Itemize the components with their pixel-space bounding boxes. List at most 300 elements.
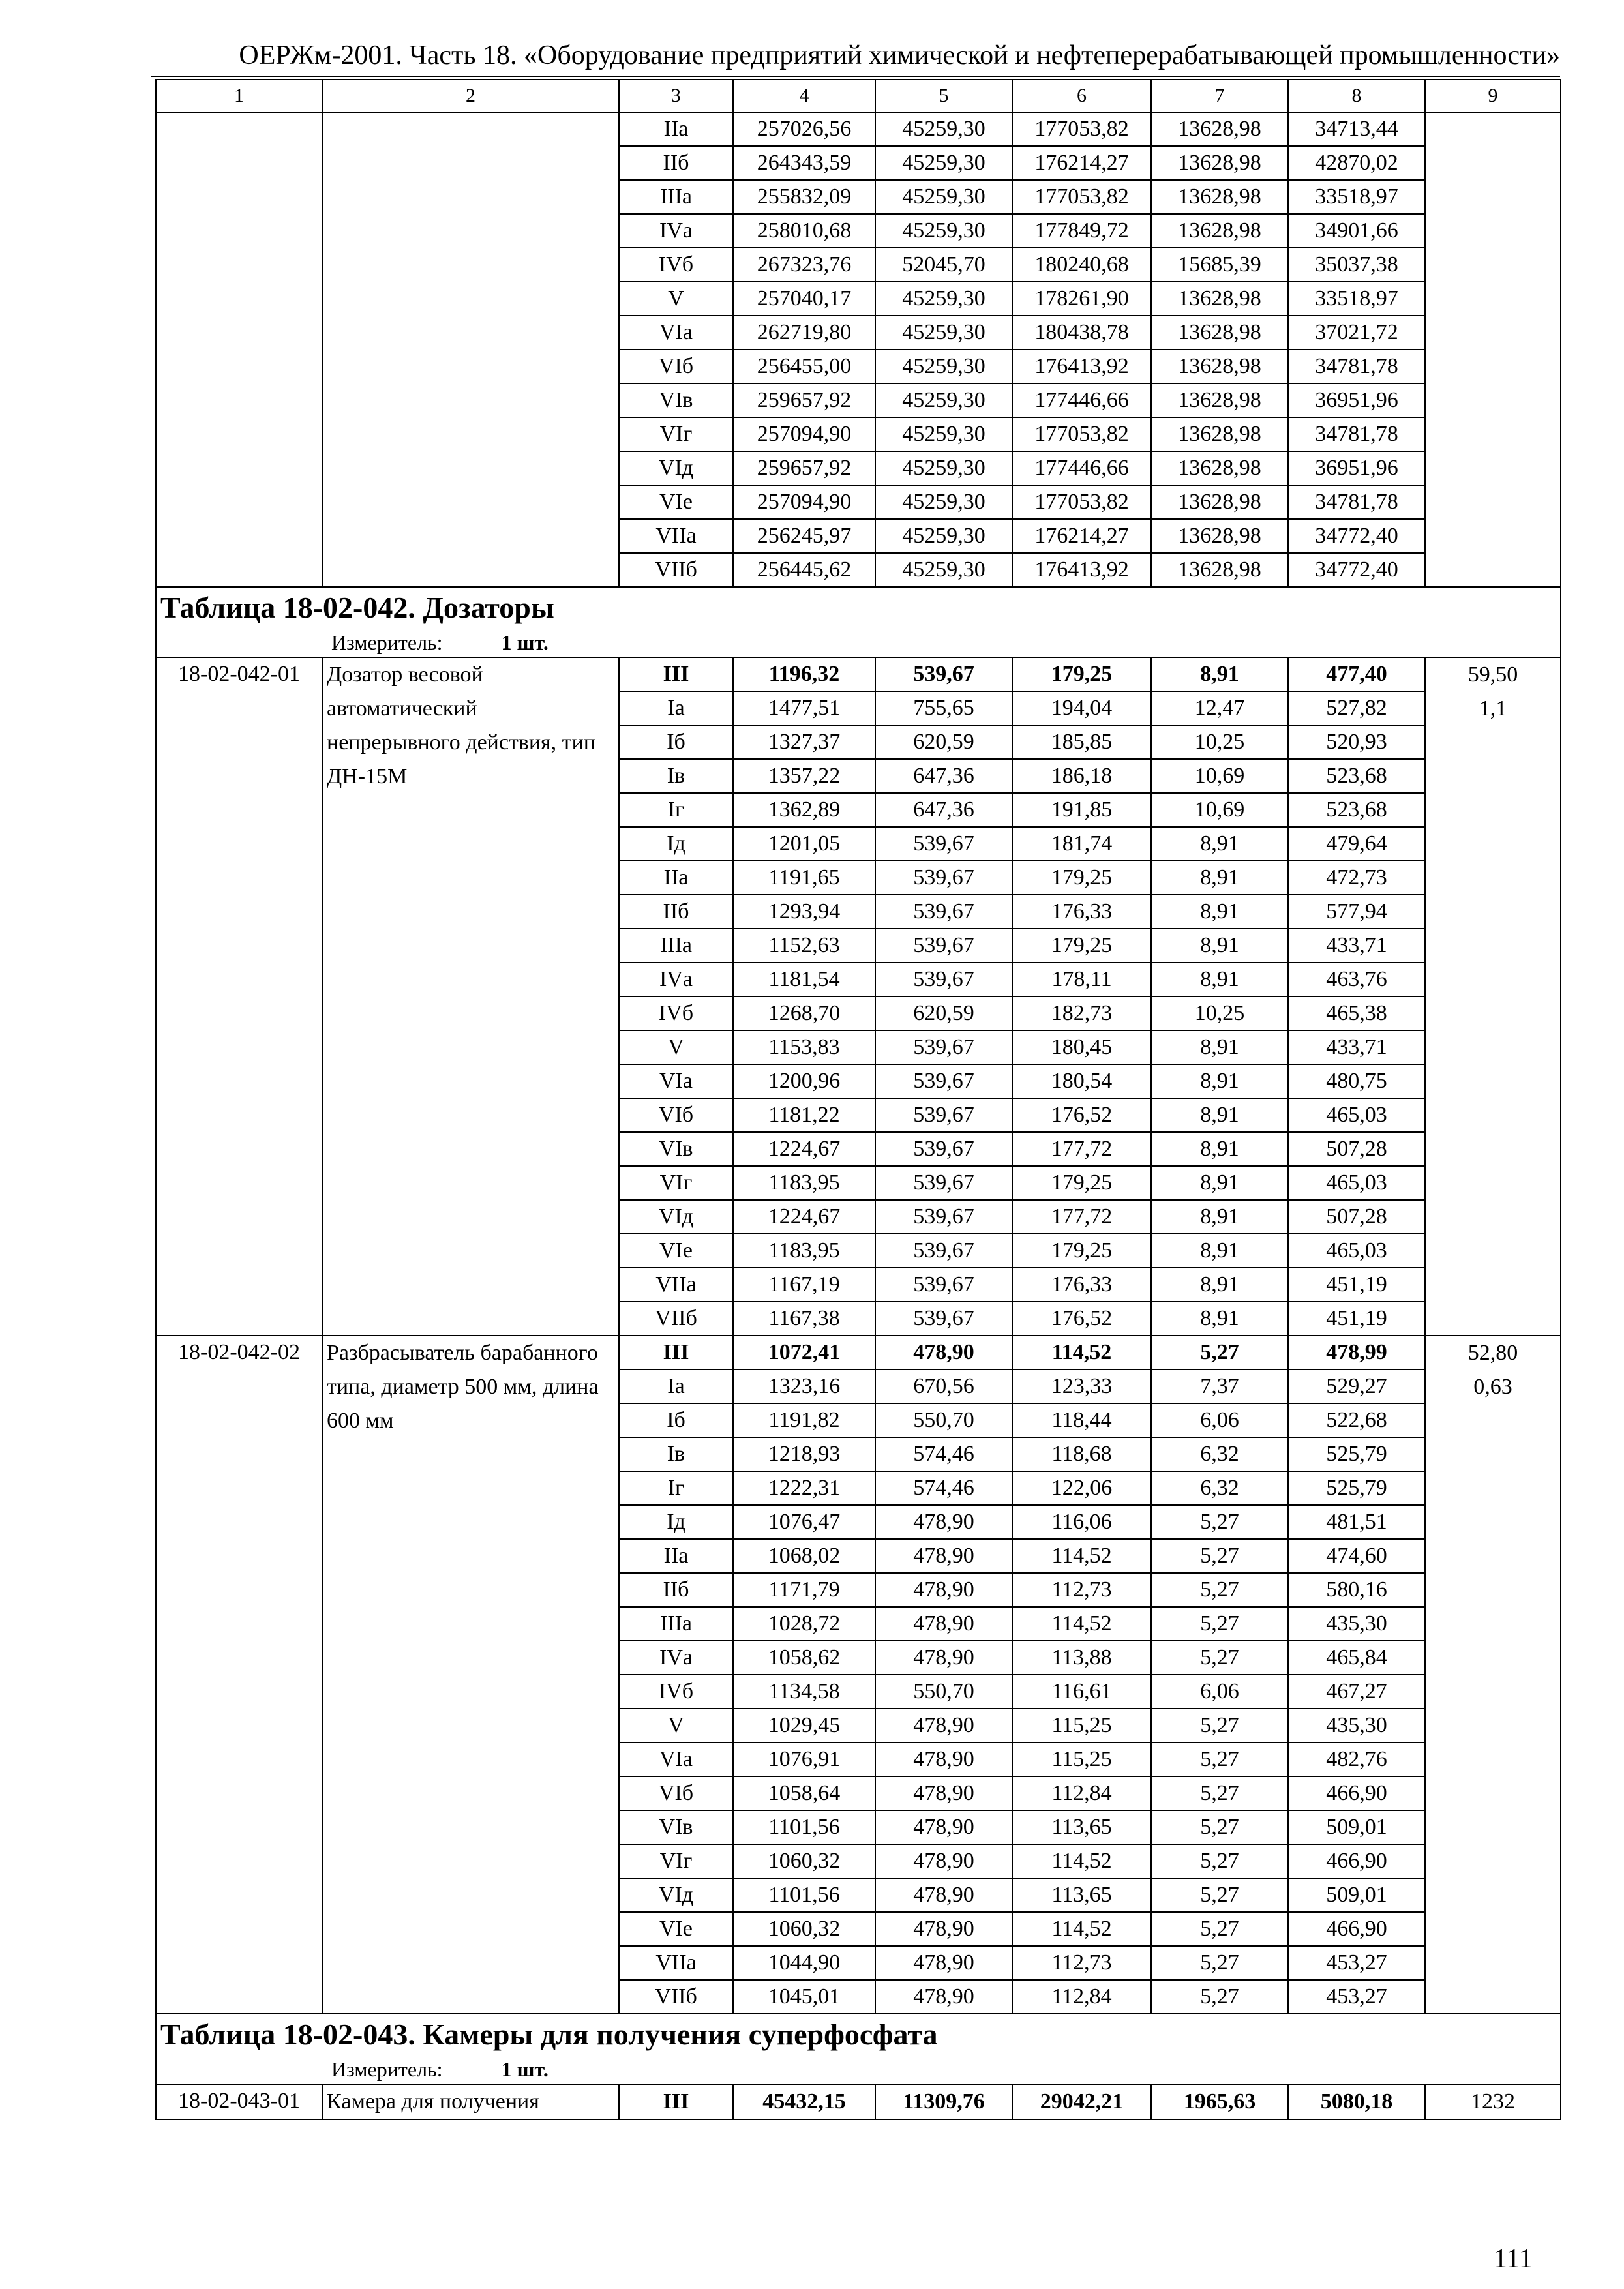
value-cell: 1357,22 bbox=[733, 759, 875, 793]
value-cell: 1068,02 bbox=[733, 1539, 875, 1573]
value-cell: 45259,30 bbox=[875, 553, 1012, 587]
measure-value: 1 шт. bbox=[501, 631, 549, 654]
value-cell: 116,06 bbox=[1012, 1505, 1151, 1539]
value-cell: 34713,44 bbox=[1288, 112, 1425, 146]
value-cell: 1218,93 bbox=[733, 1437, 875, 1471]
value-cell: 5,27 bbox=[1151, 1539, 1288, 1573]
zone-cell: Iг bbox=[619, 793, 733, 827]
value-cell: 539,67 bbox=[875, 1200, 1012, 1234]
value-cell: 13628,98 bbox=[1151, 553, 1288, 587]
zone-cell: VIг bbox=[619, 1166, 733, 1200]
value-cell: 5,27 bbox=[1151, 1336, 1288, 1369]
value-cell: 177446,66 bbox=[1012, 383, 1151, 417]
zone-cell: VIIб bbox=[619, 553, 733, 587]
value-cell: 8,91 bbox=[1151, 1200, 1288, 1234]
value-cell: 8,91 bbox=[1151, 657, 1288, 691]
value-cell: 13628,98 bbox=[1151, 383, 1288, 417]
table-title-row bbox=[156, 2014, 1561, 2055]
value-cell: 1181,54 bbox=[733, 963, 875, 996]
value-cell: 33518,97 bbox=[1288, 180, 1425, 214]
zone-cell: IIIа bbox=[619, 180, 733, 214]
zone-cell: Iб bbox=[619, 725, 733, 759]
value-cell: 257094,90 bbox=[733, 417, 875, 451]
value-cell: 480,75 bbox=[1288, 1064, 1425, 1098]
value-cell: 5,27 bbox=[1151, 1641, 1288, 1675]
zone-cell: VIе bbox=[619, 485, 733, 519]
value-cell: 259657,92 bbox=[733, 451, 875, 485]
value-cell: 115,25 bbox=[1012, 1709, 1151, 1743]
zone-cell: Iб bbox=[619, 1403, 733, 1437]
value-cell: 13628,98 bbox=[1151, 519, 1288, 553]
value-cell: 539,67 bbox=[875, 1030, 1012, 1064]
value-cell: 5,27 bbox=[1151, 1505, 1288, 1539]
value-cell: 1224,67 bbox=[733, 1132, 875, 1166]
zone-cell: IIIа bbox=[619, 1607, 733, 1641]
value-cell: 1196,32 bbox=[733, 657, 875, 691]
value-cell: 478,90 bbox=[875, 1980, 1012, 2014]
value-cell: 1134,58 bbox=[733, 1675, 875, 1709]
value-cell: 1327,37 bbox=[733, 725, 875, 759]
zone-cell: VIв bbox=[619, 1132, 733, 1166]
value-cell: 6,32 bbox=[1151, 1437, 1288, 1471]
value-cell: 186,18 bbox=[1012, 759, 1151, 793]
value-cell: 10,25 bbox=[1151, 725, 1288, 759]
value-cell: 451,19 bbox=[1288, 1302, 1425, 1336]
value-cell: 255832,09 bbox=[733, 180, 875, 214]
value-cell: 258010,68 bbox=[733, 214, 875, 248]
value-cell: 185,85 bbox=[1012, 725, 1151, 759]
value-cell: 8,91 bbox=[1151, 1234, 1288, 1268]
zone-cell: III bbox=[619, 657, 733, 691]
value-cell: 7,37 bbox=[1151, 1369, 1288, 1403]
value-cell: 52045,70 bbox=[875, 248, 1012, 282]
value-cell: 113,65 bbox=[1012, 1810, 1151, 1844]
value-cell: 529,27 bbox=[1288, 1369, 1425, 1403]
value-cell: 33518,97 bbox=[1288, 282, 1425, 316]
value-cell: 507,28 bbox=[1288, 1200, 1425, 1234]
zone-cell: IIб bbox=[619, 895, 733, 929]
zone-cell: VIг bbox=[619, 1844, 733, 1878]
value-cell: 178261,90 bbox=[1012, 282, 1151, 316]
value-cell: 112,84 bbox=[1012, 1980, 1151, 2014]
value-cell: 13628,98 bbox=[1151, 417, 1288, 451]
zone-cell: VIг bbox=[619, 417, 733, 451]
value-cell: 1200,96 bbox=[733, 1064, 875, 1098]
value-cell: 451,19 bbox=[1288, 1268, 1425, 1302]
value-cell: 5,27 bbox=[1151, 1946, 1288, 1980]
value-cell: 112,73 bbox=[1012, 1946, 1151, 1980]
value-cell: 13628,98 bbox=[1151, 146, 1288, 180]
zone-cell: VIIа bbox=[619, 1268, 733, 1302]
value-cell: 191,85 bbox=[1012, 793, 1151, 827]
table-row bbox=[156, 2084, 1561, 2119]
value-cell: 182,73 bbox=[1012, 996, 1151, 1030]
value-cell: 466,90 bbox=[1288, 1844, 1425, 1878]
value-cell: 13628,98 bbox=[1151, 180, 1288, 214]
value-cell: 11309,76 bbox=[875, 2084, 1012, 2119]
value-cell: 520,93 bbox=[1288, 725, 1425, 759]
value-cell: 112,73 bbox=[1012, 1573, 1151, 1607]
value-cell: 122,06 bbox=[1012, 1471, 1151, 1505]
column-number: 4 bbox=[733, 80, 875, 112]
zone-cell: Iа bbox=[619, 1369, 733, 1403]
value-cell: 256445,62 bbox=[733, 553, 875, 587]
column-number: 5 bbox=[875, 80, 1012, 112]
value-cell: 8,91 bbox=[1151, 861, 1288, 895]
value-cell: 34772,40 bbox=[1288, 519, 1425, 553]
mass-value: 0,63 bbox=[1473, 1375, 1512, 1399]
value-cell: 525,79 bbox=[1288, 1471, 1425, 1505]
value-cell: 34781,78 bbox=[1288, 417, 1425, 451]
value-cell: 1222,31 bbox=[733, 1471, 875, 1505]
value-cell: 6,32 bbox=[1151, 1471, 1288, 1505]
value-cell: 177053,82 bbox=[1012, 112, 1151, 146]
value-cell: 5,27 bbox=[1151, 1844, 1288, 1878]
value-cell: 472,73 bbox=[1288, 861, 1425, 895]
table-row bbox=[156, 1336, 1561, 1369]
value-cell: 13628,98 bbox=[1151, 112, 1288, 146]
value-cell: 114,52 bbox=[1012, 1844, 1151, 1878]
value-cell: 1076,47 bbox=[733, 1505, 875, 1539]
value-cell: 10,25 bbox=[1151, 996, 1288, 1030]
zone-cell: VIв bbox=[619, 1810, 733, 1844]
zone-cell: VIIа bbox=[619, 1946, 733, 1980]
zone-cell: IVа bbox=[619, 963, 733, 996]
measure-value: 1 шт. bbox=[501, 2057, 549, 2081]
value-cell: 1028,72 bbox=[733, 1607, 875, 1641]
value-cell: 539,67 bbox=[875, 929, 1012, 963]
value-cell: 256455,00 bbox=[733, 350, 875, 383]
value-cell: 45259,30 bbox=[875, 316, 1012, 350]
value-cell: 179,25 bbox=[1012, 1234, 1151, 1268]
value-cell: 116,61 bbox=[1012, 1675, 1151, 1709]
value-cell: 42870,02 bbox=[1288, 146, 1425, 180]
value-cell: 8,91 bbox=[1151, 1064, 1288, 1098]
zone-cell: Iв bbox=[619, 1437, 733, 1471]
value-cell: 527,82 bbox=[1288, 691, 1425, 725]
measure-cell bbox=[156, 628, 1561, 657]
value-cell: 550,70 bbox=[875, 1675, 1012, 1709]
value-cell: 1201,05 bbox=[733, 827, 875, 861]
value-cell: 539,67 bbox=[875, 657, 1012, 691]
value-cell: 1058,64 bbox=[733, 1776, 875, 1810]
value-cell: 8,91 bbox=[1151, 1030, 1288, 1064]
value-cell: 478,90 bbox=[875, 1336, 1012, 1369]
zone-cell: VIе bbox=[619, 1234, 733, 1268]
value-cell: 257094,90 bbox=[733, 485, 875, 519]
name-cell bbox=[322, 112, 619, 587]
value-cell: 45259,30 bbox=[875, 350, 1012, 383]
value-cell: 114,52 bbox=[1012, 1912, 1151, 1946]
value-cell: 118,44 bbox=[1012, 1403, 1151, 1437]
value-cell: 115,25 bbox=[1012, 1743, 1151, 1776]
value-cell: 482,76 bbox=[1288, 1743, 1425, 1776]
value-cell: 177,72 bbox=[1012, 1200, 1151, 1234]
value-cell: 478,90 bbox=[875, 1709, 1012, 1743]
code-cell bbox=[156, 112, 322, 587]
zone-cell: Iд bbox=[619, 827, 733, 861]
value-cell: 509,01 bbox=[1288, 1878, 1425, 1912]
value-cell: 8,91 bbox=[1151, 827, 1288, 861]
value-cell: 114,52 bbox=[1012, 1607, 1151, 1641]
value-cell: 1060,32 bbox=[733, 1912, 875, 1946]
value-cell: 177053,82 bbox=[1012, 180, 1151, 214]
measure-label: Измеритель: bbox=[331, 631, 443, 654]
value-cell: 176413,92 bbox=[1012, 350, 1151, 383]
value-cell: 478,90 bbox=[875, 1641, 1012, 1675]
zone-cell: III bbox=[619, 1336, 733, 1369]
column-number: 2 bbox=[322, 80, 619, 112]
value-cell: 13628,98 bbox=[1151, 350, 1288, 383]
value-cell: 34772,40 bbox=[1288, 553, 1425, 587]
zone-cell: V bbox=[619, 1030, 733, 1064]
table-title: Таблица 18-02-043. Камеры для получения суперфосфата bbox=[156, 2014, 1561, 2055]
value-cell: 10,69 bbox=[1151, 759, 1288, 793]
labor-cost: 59,50 bbox=[1467, 663, 1518, 687]
value-cell: 29042,21 bbox=[1012, 2084, 1151, 2119]
value-cell: 478,90 bbox=[875, 1844, 1012, 1878]
value-cell: 1191,82 bbox=[733, 1403, 875, 1437]
value-cell: 5,27 bbox=[1151, 1709, 1288, 1743]
value-cell: 5,27 bbox=[1151, 1743, 1288, 1776]
value-cell: 478,90 bbox=[875, 1776, 1012, 1810]
value-cell: 179,25 bbox=[1012, 929, 1151, 963]
value-cell: 8,91 bbox=[1151, 1302, 1288, 1336]
value-cell: 647,36 bbox=[875, 759, 1012, 793]
value-cell: 525,79 bbox=[1288, 1437, 1425, 1471]
value-cell: 620,59 bbox=[875, 996, 1012, 1030]
zone-cell: IVа bbox=[619, 214, 733, 248]
table-row bbox=[156, 112, 1561, 146]
value-cell: 176413,92 bbox=[1012, 553, 1151, 587]
value-cell: 12,47 bbox=[1151, 691, 1288, 725]
page-header: ОЕРЖм-2001. Часть 18. «Оборудование предприятий химической и нефтеперерабатывающей промышленности» bbox=[151, 34, 1560, 77]
value-cell: 257040,17 bbox=[733, 282, 875, 316]
value-cell: 477,40 bbox=[1288, 657, 1425, 691]
value-cell: 176,52 bbox=[1012, 1098, 1151, 1132]
value-cell: 176,33 bbox=[1012, 1268, 1151, 1302]
value-cell: 13628,98 bbox=[1151, 282, 1288, 316]
value-cell: 8,91 bbox=[1151, 1268, 1288, 1302]
value-cell: 577,94 bbox=[1288, 895, 1425, 929]
column-number: 8 bbox=[1288, 80, 1425, 112]
code-cell: 18-02-042-01 bbox=[156, 657, 322, 1336]
mass-value: 1,1 bbox=[1479, 696, 1507, 721]
value-cell: 478,90 bbox=[875, 1573, 1012, 1607]
value-cell: 539,67 bbox=[875, 1098, 1012, 1132]
labor-cost: 52,80 bbox=[1467, 1341, 1518, 1365]
value-cell: 177446,66 bbox=[1012, 451, 1151, 485]
zone-cell: V bbox=[619, 1709, 733, 1743]
value-cell: 1268,70 bbox=[733, 996, 875, 1030]
value-cell: 264343,59 bbox=[733, 146, 875, 180]
value-cell: 177053,82 bbox=[1012, 417, 1151, 451]
value-cell: 36951,96 bbox=[1288, 383, 1425, 417]
value-cell: 45259,30 bbox=[875, 180, 1012, 214]
value-cell: 466,90 bbox=[1288, 1912, 1425, 1946]
code-cell: 18-02-042-02 bbox=[156, 1336, 322, 2014]
value-cell: 478,90 bbox=[875, 1539, 1012, 1573]
labor-cost: 1232 bbox=[1471, 2089, 1515, 2114]
value-cell: 1183,95 bbox=[733, 1234, 875, 1268]
value-cell: 550,70 bbox=[875, 1403, 1012, 1437]
value-cell: 523,68 bbox=[1288, 759, 1425, 793]
zone-cell: VIб bbox=[619, 1098, 733, 1132]
value-cell: 539,67 bbox=[875, 1132, 1012, 1166]
value-cell: 465,03 bbox=[1288, 1098, 1425, 1132]
column-number: 9 bbox=[1425, 80, 1561, 112]
zone-cell: VIб bbox=[619, 1776, 733, 1810]
value-cell: 8,91 bbox=[1151, 895, 1288, 929]
value-cell: 257026,56 bbox=[733, 112, 875, 146]
value-cell: 114,52 bbox=[1012, 1336, 1151, 1369]
value-cell: 267323,76 bbox=[733, 248, 875, 282]
value-cell: 1477,51 bbox=[733, 691, 875, 725]
zone-cell: IIа bbox=[619, 112, 733, 146]
column-number: 1 bbox=[156, 80, 322, 112]
zone-cell: IIа bbox=[619, 861, 733, 895]
value-cell: 45259,30 bbox=[875, 451, 1012, 485]
value-cell: 37021,72 bbox=[1288, 316, 1425, 350]
value-cell: 180240,68 bbox=[1012, 248, 1151, 282]
measure-row bbox=[156, 2055, 1561, 2084]
value-cell: 118,68 bbox=[1012, 1437, 1151, 1471]
value-cell: 1072,41 bbox=[733, 1336, 875, 1369]
value-cell: 179,25 bbox=[1012, 1166, 1151, 1200]
value-cell: 256245,97 bbox=[733, 519, 875, 553]
value-cell: 179,25 bbox=[1012, 861, 1151, 895]
name-cell: Камера для получения bbox=[322, 2084, 619, 2119]
value-cell: 262719,80 bbox=[733, 316, 875, 350]
value-cell: 478,99 bbox=[1288, 1336, 1425, 1369]
column-number: 3 bbox=[619, 80, 733, 112]
value-cell: 467,27 bbox=[1288, 1675, 1425, 1709]
zone-cell: Iв bbox=[619, 759, 733, 793]
value-cell: 13628,98 bbox=[1151, 316, 1288, 350]
zone-cell: VIа bbox=[619, 316, 733, 350]
value-cell: 114,52 bbox=[1012, 1539, 1151, 1573]
col9-cell bbox=[1425, 2084, 1561, 2119]
value-cell: 6,06 bbox=[1151, 1403, 1288, 1437]
value-cell: 5,27 bbox=[1151, 1810, 1288, 1844]
value-cell: 113,65 bbox=[1012, 1878, 1151, 1912]
zone-cell: IIб bbox=[619, 1573, 733, 1607]
value-cell: 453,27 bbox=[1288, 1946, 1425, 1980]
value-cell: 45259,30 bbox=[875, 417, 1012, 451]
value-cell: 539,67 bbox=[875, 827, 1012, 861]
table-title: Таблица 18-02-042. Дозаторы bbox=[156, 587, 1561, 628]
value-cell: 522,68 bbox=[1288, 1403, 1425, 1437]
value-cell: 1058,62 bbox=[733, 1641, 875, 1675]
value-cell: 178,11 bbox=[1012, 963, 1151, 996]
value-cell: 474,60 bbox=[1288, 1539, 1425, 1573]
value-cell: 179,25 bbox=[1012, 657, 1151, 691]
value-cell: 465,03 bbox=[1288, 1234, 1425, 1268]
value-cell: 1076,91 bbox=[733, 1743, 875, 1776]
value-cell: 5,27 bbox=[1151, 1776, 1288, 1810]
value-cell: 453,27 bbox=[1288, 1980, 1425, 2014]
col9-cell bbox=[1425, 657, 1561, 1336]
value-cell: 123,33 bbox=[1012, 1369, 1151, 1403]
zone-cell: IVб bbox=[619, 996, 733, 1030]
value-cell: 34901,66 bbox=[1288, 214, 1425, 248]
value-cell: 1152,63 bbox=[733, 929, 875, 963]
zone-cell: VIд bbox=[619, 1200, 733, 1234]
value-cell: 8,91 bbox=[1151, 1098, 1288, 1132]
value-cell: 539,67 bbox=[875, 861, 1012, 895]
value-cell: 435,30 bbox=[1288, 1709, 1425, 1743]
col9-cell bbox=[1425, 112, 1561, 587]
zone-cell: VIа bbox=[619, 1743, 733, 1776]
value-cell: 8,91 bbox=[1151, 1132, 1288, 1166]
value-cell: 45259,30 bbox=[875, 485, 1012, 519]
code-cell: 18-02-043-01 bbox=[156, 2084, 322, 2119]
value-cell: 45259,30 bbox=[875, 519, 1012, 553]
value-cell: 1044,90 bbox=[733, 1946, 875, 1980]
zone-cell: VIд bbox=[619, 451, 733, 485]
value-cell: 478,90 bbox=[875, 1607, 1012, 1641]
value-cell: 5,27 bbox=[1151, 1607, 1288, 1641]
value-cell: 1171,79 bbox=[733, 1573, 875, 1607]
value-cell: 478,90 bbox=[875, 1912, 1012, 1946]
value-cell: 481,51 bbox=[1288, 1505, 1425, 1539]
page-number: 111 bbox=[1494, 2244, 1533, 2274]
value-cell: 259657,92 bbox=[733, 383, 875, 417]
zone-cell: Iг bbox=[619, 1471, 733, 1505]
value-cell: 574,46 bbox=[875, 1437, 1012, 1471]
value-cell: 1167,38 bbox=[733, 1302, 875, 1336]
value-cell: 34781,78 bbox=[1288, 485, 1425, 519]
value-cell: 176,52 bbox=[1012, 1302, 1151, 1336]
value-cell: 8,91 bbox=[1151, 963, 1288, 996]
value-cell: 13628,98 bbox=[1151, 485, 1288, 519]
value-cell: 478,90 bbox=[875, 1946, 1012, 1980]
value-cell: 45432,15 bbox=[733, 2084, 875, 2119]
value-cell: 181,74 bbox=[1012, 827, 1151, 861]
zone-cell: IVб bbox=[619, 248, 733, 282]
value-cell: 1362,89 bbox=[733, 793, 875, 827]
measure-label: Измеритель: bbox=[331, 2057, 443, 2081]
value-cell: 36951,96 bbox=[1288, 451, 1425, 485]
value-cell: 539,67 bbox=[875, 963, 1012, 996]
value-cell: 176214,27 bbox=[1012, 519, 1151, 553]
value-cell: 176,33 bbox=[1012, 895, 1151, 929]
value-cell: 466,90 bbox=[1288, 1776, 1425, 1810]
value-cell: 1191,65 bbox=[733, 861, 875, 895]
value-cell: 1045,01 bbox=[733, 1980, 875, 2014]
value-cell: 574,46 bbox=[875, 1471, 1012, 1505]
zone-cell: VIIа bbox=[619, 519, 733, 553]
value-cell: 433,71 bbox=[1288, 1030, 1425, 1064]
zone-cell: III bbox=[619, 2084, 733, 2119]
value-cell: 45259,30 bbox=[875, 112, 1012, 146]
value-cell: 465,84 bbox=[1288, 1641, 1425, 1675]
value-cell: 478,90 bbox=[875, 1878, 1012, 1912]
column-number-row bbox=[156, 80, 1561, 112]
value-cell: 670,56 bbox=[875, 1369, 1012, 1403]
value-cell: 45259,30 bbox=[875, 146, 1012, 180]
value-cell: 620,59 bbox=[875, 725, 1012, 759]
value-cell: 580,16 bbox=[1288, 1573, 1425, 1607]
value-cell: 465,03 bbox=[1288, 1166, 1425, 1200]
value-cell: 180,45 bbox=[1012, 1030, 1151, 1064]
value-cell: 34781,78 bbox=[1288, 350, 1425, 383]
value-cell: 5,27 bbox=[1151, 1573, 1288, 1607]
rates-table bbox=[155, 79, 1561, 2120]
value-cell: 755,65 bbox=[875, 691, 1012, 725]
value-cell: 539,67 bbox=[875, 1234, 1012, 1268]
zone-cell: Iд bbox=[619, 1505, 733, 1539]
